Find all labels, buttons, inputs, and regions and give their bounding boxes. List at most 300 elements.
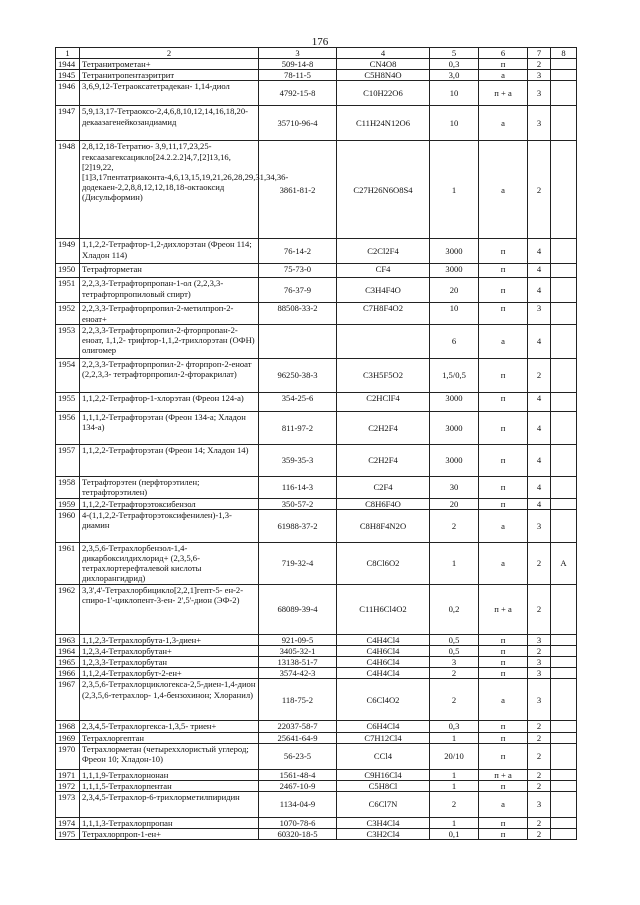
row-number-cell: 1960 bbox=[56, 509, 80, 542]
row-number-cell: 1969 bbox=[56, 732, 80, 743]
note-cell bbox=[551, 358, 577, 392]
formula-cell: C6Cl7N bbox=[337, 791, 430, 817]
substance-name-cell: 2,8,12,18-Тетратио- 3,9,11,17,23,25-гексаазагексацикло[24.2.2.2]4,7,[2]13,16, [2]19,22,[1]3,17пентатриаконта-4,6,13,15,19,21,26,28,29,31,34,36-додекаен-2,2,8,8,12,12,18,18-октаоксид (Дисульформин) bbox=[80, 141, 259, 239]
state-cell: а bbox=[479, 509, 528, 542]
table-row bbox=[56, 239, 577, 264]
note-cell bbox=[551, 780, 577, 791]
state-cell: п bbox=[479, 444, 528, 476]
table-header-row bbox=[56, 48, 577, 59]
note-cell bbox=[551, 278, 577, 303]
row-number-cell: 1975 bbox=[56, 829, 80, 840]
value-cell: 1 bbox=[430, 732, 479, 743]
page-number: 176 bbox=[311, 36, 329, 48]
row-number-cell: 1965 bbox=[56, 657, 80, 668]
table-row bbox=[56, 721, 577, 732]
note-cell bbox=[551, 657, 577, 668]
cas-number-cell: 509-14-8 bbox=[259, 59, 337, 70]
substance-name-cell: 3,6,9,12-Тетраоксатетрадекан- 1,14-диол bbox=[80, 81, 259, 106]
class-cell: 2 bbox=[528, 817, 551, 828]
state-cell: п bbox=[479, 829, 528, 840]
value-cell: 1 bbox=[430, 769, 479, 780]
state-cell: п bbox=[479, 239, 528, 264]
table-row bbox=[56, 476, 577, 498]
formula-cell: C2H2F4 bbox=[337, 444, 430, 476]
cas-number-cell: 1134-04-9 bbox=[259, 791, 337, 817]
class-cell: 2 bbox=[528, 584, 551, 634]
row-number-cell: 1947 bbox=[56, 106, 80, 141]
substance-name-cell: 1,1,2,4-Тетрахлорбут-2-ен+ bbox=[80, 668, 259, 679]
substance-name-cell: Тетрафторэтен (перфторэтилен; тетрафторэтилен) bbox=[80, 476, 259, 498]
value-cell: 1,5/0,5 bbox=[430, 358, 479, 392]
class-cell: 3 bbox=[528, 634, 551, 645]
cas-number-cell: 1070-78-6 bbox=[259, 817, 337, 828]
table-row bbox=[56, 634, 577, 645]
value-cell: 3000 bbox=[430, 411, 479, 444]
table-row bbox=[56, 303, 577, 324]
note-cell bbox=[551, 70, 577, 81]
class-cell: 2 bbox=[528, 141, 551, 239]
formula-cell: C8H8F4N2O bbox=[337, 509, 430, 542]
note-cell bbox=[551, 829, 577, 840]
value-cell: 3000 bbox=[430, 392, 479, 411]
column-header: 5 bbox=[430, 48, 479, 59]
state-cell: а bbox=[479, 679, 528, 721]
state-cell: а bbox=[479, 791, 528, 817]
state-cell: п bbox=[479, 358, 528, 392]
formula-cell: CCl4 bbox=[337, 743, 430, 769]
formula-cell: CN4O8 bbox=[337, 59, 430, 70]
note-cell bbox=[551, 721, 577, 732]
formula-cell: C11H24N12O6 bbox=[337, 106, 430, 141]
row-number-cell: 1966 bbox=[56, 668, 80, 679]
cas-number-cell: 921-09-5 bbox=[259, 634, 337, 645]
table-row bbox=[56, 817, 577, 828]
state-cell: а bbox=[479, 141, 528, 239]
class-cell: 3 bbox=[528, 668, 551, 679]
class-cell: 3 bbox=[528, 791, 551, 817]
substance-name-cell: 2,3,4,5-Тетрахлор-6-трихлорметилпиридин bbox=[80, 791, 259, 817]
note-cell bbox=[551, 743, 577, 769]
table-row bbox=[56, 392, 577, 411]
value-cell: 2 bbox=[430, 668, 479, 679]
formula-cell: C5H8N4O bbox=[337, 70, 430, 81]
row-number-cell: 1958 bbox=[56, 476, 80, 498]
cas-number-cell bbox=[259, 324, 337, 358]
substance-name-cell: Тетрахлоргептан bbox=[80, 732, 259, 743]
value-cell: 20 bbox=[430, 498, 479, 509]
state-cell: п bbox=[479, 59, 528, 70]
column-header: 4 bbox=[337, 48, 430, 59]
value-cell: 30 bbox=[430, 476, 479, 498]
row-number-cell: 1964 bbox=[56, 645, 80, 656]
row-number-cell: 1946 bbox=[56, 81, 80, 106]
substance-name-cell: 1,1,2,2-Тетрафторэтан (Фреон 14; Хладон 14) bbox=[80, 444, 259, 476]
value-cell: 2 bbox=[430, 791, 479, 817]
substance-name-cell: 3,3',4'-Тетрахлорбицикло[2,2,1]гепт-5- ен-2-спиро-1'-циклопент-3-ен- 2',5'-дион (ЭФ-2) bbox=[80, 584, 259, 634]
table-row bbox=[56, 542, 577, 584]
state-cell: п bbox=[479, 411, 528, 444]
table-body bbox=[56, 48, 577, 840]
value-cell: 0,5 bbox=[430, 634, 479, 645]
note-cell bbox=[551, 444, 577, 476]
class-cell: 4 bbox=[528, 444, 551, 476]
state-cell: а bbox=[479, 324, 528, 358]
table-row bbox=[56, 732, 577, 743]
formula-cell bbox=[337, 324, 430, 358]
formula-cell: C11H6Cl4O2 bbox=[337, 584, 430, 634]
substance-name-cell: Тетрахлорметан (четыреххлористый углерод; Фреон 10; Хладон-10) bbox=[80, 743, 259, 769]
note-cell bbox=[551, 59, 577, 70]
cas-number-cell: 3574-42-3 bbox=[259, 668, 337, 679]
class-cell: 2 bbox=[528, 732, 551, 743]
cas-number-cell: 96250-38-3 bbox=[259, 358, 337, 392]
note-cell: А bbox=[551, 542, 577, 584]
class-cell: 2 bbox=[528, 721, 551, 732]
row-number-cell: 1951 bbox=[56, 278, 80, 303]
value-cell: 20/10 bbox=[430, 743, 479, 769]
cas-number-cell: 76-14-2 bbox=[259, 239, 337, 264]
formula-cell: C6Cl4O2 bbox=[337, 679, 430, 721]
class-cell: 3 bbox=[528, 303, 551, 324]
value-cell: 1 bbox=[430, 141, 479, 239]
note-cell bbox=[551, 732, 577, 743]
substance-name-cell: 2,2,3,3-Тетрафторпропил-2- фторпроп-2-еноат (2,2,3,3- тетрафторпропил-2-фторакрилат) bbox=[80, 358, 259, 392]
substance-name-cell: 1,1,2,2-Тетрафтор-1-хлорэтан (Фреон 124-а) bbox=[80, 392, 259, 411]
table-row bbox=[56, 324, 577, 358]
formula-cell: C2H2F4 bbox=[337, 411, 430, 444]
value-cell: 0,5 bbox=[430, 645, 479, 656]
cas-number-cell: 13138-51-7 bbox=[259, 657, 337, 668]
table-row bbox=[56, 264, 577, 278]
note-cell bbox=[551, 584, 577, 634]
row-number-cell: 1944 bbox=[56, 59, 80, 70]
row-number-cell: 1950 bbox=[56, 264, 80, 278]
substance-name-cell: 1,1,2,2-Тетрафтор-1,2-дихлорэтан (Фреон 114; Хладон 114) bbox=[80, 239, 259, 264]
cas-number-cell: 78-11-5 bbox=[259, 70, 337, 81]
substance-name-cell: 1,1,1,3-Тетрахлорпропан bbox=[80, 817, 259, 828]
class-cell: 3 bbox=[528, 81, 551, 106]
state-cell: п + а bbox=[479, 769, 528, 780]
formula-cell: C3H2Cl4 bbox=[337, 829, 430, 840]
row-number-cell: 1974 bbox=[56, 817, 80, 828]
class-cell: 4 bbox=[528, 278, 551, 303]
formula-cell: C27H26N6O8S4 bbox=[337, 141, 430, 239]
value-cell: 6 bbox=[430, 324, 479, 358]
class-cell: 3 bbox=[528, 106, 551, 141]
state-cell: п bbox=[479, 721, 528, 732]
value-cell: 3,0 bbox=[430, 70, 479, 81]
table-row bbox=[56, 411, 577, 444]
substance-name-cell: 1,2,3,3-Тетрахлорбутан bbox=[80, 657, 259, 668]
class-cell: 4 bbox=[528, 324, 551, 358]
note-cell bbox=[551, 645, 577, 656]
table-row bbox=[56, 668, 577, 679]
column-header: 1 bbox=[56, 48, 80, 59]
substance-name-cell: 2,2,3,3-Тетрафторпропан-1-ол (2,2,3,3-тетрафторпропиловый спирт) bbox=[80, 278, 259, 303]
note-cell bbox=[551, 509, 577, 542]
class-cell: 4 bbox=[528, 239, 551, 264]
class-cell: 3 bbox=[528, 509, 551, 542]
state-cell: п + а bbox=[479, 584, 528, 634]
value-cell: 0,1 bbox=[430, 829, 479, 840]
state-cell: п bbox=[479, 392, 528, 411]
state-cell: п bbox=[479, 498, 528, 509]
substance-name-cell: 1,1,1,9-Тетрахлорнонан bbox=[80, 769, 259, 780]
substance-name-cell: 2,2,3,3-Тетрафторпропил-2-фторпропан-2-еноат, 1,1,2- трифтор-1,1,2-трихлорэтан (ОФН) олигомер bbox=[80, 324, 259, 358]
row-number-cell: 1961 bbox=[56, 542, 80, 584]
table-row bbox=[56, 70, 577, 81]
cas-number-cell: 2467-10-9 bbox=[259, 780, 337, 791]
substance-name-cell: 2,3,5,6-Тетрахлорбензол-1,4-дикарбоксилдихлорид+ (2,3,5,6-тетрахлортерефталевой кислоты дихлорангидрид) bbox=[80, 542, 259, 584]
table-row bbox=[56, 769, 577, 780]
value-cell: 0,3 bbox=[430, 59, 479, 70]
formula-cell: C7H12Cl4 bbox=[337, 732, 430, 743]
class-cell: 4 bbox=[528, 392, 551, 411]
class-cell: 2 bbox=[528, 780, 551, 791]
table-row bbox=[56, 743, 577, 769]
substance-name-cell: Тетрахлорпроп-1-ен+ bbox=[80, 829, 259, 840]
formula-cell: C3H4Cl4 bbox=[337, 817, 430, 828]
row-number-cell: 1956 bbox=[56, 411, 80, 444]
row-number-cell: 1963 bbox=[56, 634, 80, 645]
cas-number-cell: 61988-37-2 bbox=[259, 509, 337, 542]
note-cell bbox=[551, 791, 577, 817]
table-row bbox=[56, 791, 577, 817]
state-cell: а bbox=[479, 106, 528, 141]
cas-number-cell: 60320-18-5 bbox=[259, 829, 337, 840]
table-row bbox=[56, 141, 577, 239]
class-cell: 2 bbox=[528, 769, 551, 780]
substance-name-cell: Тетранитрометан+ bbox=[80, 59, 259, 70]
note-cell bbox=[551, 324, 577, 358]
class-cell: 2 bbox=[528, 59, 551, 70]
class-cell: 2 bbox=[528, 542, 551, 584]
row-number-cell: 1962 bbox=[56, 584, 80, 634]
note-cell bbox=[551, 141, 577, 239]
value-cell: 1 bbox=[430, 817, 479, 828]
note-cell bbox=[551, 817, 577, 828]
row-number-cell: 1954 bbox=[56, 358, 80, 392]
row-number-cell: 1949 bbox=[56, 239, 80, 264]
substance-name-cell: 4-(1,1,2,2-Тетрафторэтоксифенилен)-1,3-диамин bbox=[80, 509, 259, 542]
cas-number-cell: 3861-81-2 bbox=[259, 141, 337, 239]
table-row bbox=[56, 358, 577, 392]
cas-number-cell: 4792-15-8 bbox=[259, 81, 337, 106]
formula-cell: C2F4 bbox=[337, 476, 430, 498]
value-cell: 3 bbox=[430, 657, 479, 668]
substance-name-cell: 1,1,2,3-Тетрахлорбута-1,3-диен+ bbox=[80, 634, 259, 645]
column-header: 2 bbox=[80, 48, 259, 59]
row-number-cell: 1959 bbox=[56, 498, 80, 509]
column-header: 6 bbox=[479, 48, 528, 59]
substance-name-cell: 5,9,13,17-Тетраоксо-2,4,6,8,10,12,14,16,18,20-декаазагенейкозандиамид bbox=[80, 106, 259, 141]
table-row bbox=[56, 81, 577, 106]
formula-cell: C4H4Cl4 bbox=[337, 634, 430, 645]
column-header: 3 bbox=[259, 48, 337, 59]
value-cell: 3000 bbox=[430, 264, 479, 278]
cas-number-cell: 350-57-2 bbox=[259, 498, 337, 509]
state-cell: п bbox=[479, 278, 528, 303]
class-cell: 3 bbox=[528, 679, 551, 721]
formula-cell: C7H8F4O2 bbox=[337, 303, 430, 324]
state-cell: п bbox=[479, 657, 528, 668]
formula-cell: C9H16Cl4 bbox=[337, 769, 430, 780]
row-number-cell: 1973 bbox=[56, 791, 80, 817]
note-cell bbox=[551, 81, 577, 106]
formula-cell: CF4 bbox=[337, 264, 430, 278]
class-cell: 4 bbox=[528, 476, 551, 498]
table-row bbox=[56, 444, 577, 476]
cas-number-cell: 118-75-2 bbox=[259, 679, 337, 721]
note-cell bbox=[551, 411, 577, 444]
state-cell: п + а bbox=[479, 81, 528, 106]
row-number-cell: 1953 bbox=[56, 324, 80, 358]
cas-number-cell: 56-23-5 bbox=[259, 743, 337, 769]
table-row bbox=[56, 657, 577, 668]
state-cell: а bbox=[479, 542, 528, 584]
class-cell: 2 bbox=[528, 829, 551, 840]
value-cell: 3000 bbox=[430, 444, 479, 476]
table-row bbox=[56, 278, 577, 303]
row-number-cell: 1967 bbox=[56, 679, 80, 721]
cas-number-cell: 76-37-9 bbox=[259, 278, 337, 303]
formula-cell: C4H4Cl4 bbox=[337, 668, 430, 679]
value-cell: 10 bbox=[430, 106, 479, 141]
note-cell bbox=[551, 239, 577, 264]
class-cell: 4 bbox=[528, 264, 551, 278]
column-header: 8 bbox=[551, 48, 577, 59]
row-number-cell: 1971 bbox=[56, 769, 80, 780]
state-cell: п bbox=[479, 743, 528, 769]
row-number-cell: 1955 bbox=[56, 392, 80, 411]
cas-number-cell: 719-32-4 bbox=[259, 542, 337, 584]
formula-cell: C4H6Cl4 bbox=[337, 645, 430, 656]
substance-name-cell: Тетрафторметан bbox=[80, 264, 259, 278]
value-cell: 0,2 bbox=[430, 584, 479, 634]
formula-cell: C6H4Cl4 bbox=[337, 721, 430, 732]
table-row bbox=[56, 645, 577, 656]
row-number-cell: 1957 bbox=[56, 444, 80, 476]
state-cell: а bbox=[479, 70, 528, 81]
substance-name-cell: 2,3,4,5-Тетрахлоргекса-1,3,5- триен+ bbox=[80, 721, 259, 732]
cas-number-cell: 359-35-3 bbox=[259, 444, 337, 476]
state-cell: п bbox=[479, 303, 528, 324]
formula-cell: C2Cl2F4 bbox=[337, 239, 430, 264]
table-row bbox=[56, 106, 577, 141]
cas-number-cell: 811-97-2 bbox=[259, 411, 337, 444]
formula-cell: C8Cl6O2 bbox=[337, 542, 430, 584]
cas-number-cell: 25641-64-9 bbox=[259, 732, 337, 743]
state-cell: п bbox=[479, 780, 528, 791]
note-cell bbox=[551, 634, 577, 645]
note-cell bbox=[551, 392, 577, 411]
cas-number-cell: 68089-39-4 bbox=[259, 584, 337, 634]
note-cell bbox=[551, 769, 577, 780]
cas-number-cell: 88508-33-2 bbox=[259, 303, 337, 324]
value-cell: 10 bbox=[430, 303, 479, 324]
value-cell: 2 bbox=[430, 509, 479, 542]
state-cell: п bbox=[479, 732, 528, 743]
formula-cell: C8H6F4O bbox=[337, 498, 430, 509]
substance-name-cell: 1,1,2,2-Тетрафторэтоксибензол bbox=[80, 498, 259, 509]
substance-table bbox=[55, 47, 577, 840]
state-cell: п bbox=[479, 264, 528, 278]
state-cell: п bbox=[479, 634, 528, 645]
class-cell: 2 bbox=[528, 645, 551, 656]
substance-name-cell: 2,2,3,3-Тетрафторпропил-2-метилпроп-2-еноат+ bbox=[80, 303, 259, 324]
cas-number-cell: 116-14-3 bbox=[259, 476, 337, 498]
formula-cell: C10H22O6 bbox=[337, 81, 430, 106]
note-cell bbox=[551, 668, 577, 679]
table-row bbox=[56, 679, 577, 721]
note-cell bbox=[551, 679, 577, 721]
row-number-cell: 1948 bbox=[56, 141, 80, 239]
value-cell: 20 bbox=[430, 278, 479, 303]
substance-name-cell: 1,1,1,2-Тетрафторэтан (Фреон 134-а; Хладон 134-а) bbox=[80, 411, 259, 444]
substance-name-cell: 2,3,5,6-Тетрахлорциклогекса-2,5-диен-1,4-дион (2,3,5,6-тетрахлор- 1,4-бензохинон; Хлоранил) bbox=[80, 679, 259, 721]
state-cell: п bbox=[479, 645, 528, 656]
column-header: 7 bbox=[528, 48, 551, 59]
class-cell: 2 bbox=[528, 358, 551, 392]
formula-cell: C4H6Cl4 bbox=[337, 657, 430, 668]
value-cell: 2 bbox=[430, 679, 479, 721]
substance-name-cell: 1,1,1,5-Тетрахлорпентан bbox=[80, 780, 259, 791]
row-number-cell: 1945 bbox=[56, 70, 80, 81]
cas-number-cell: 354-25-6 bbox=[259, 392, 337, 411]
table-row bbox=[56, 584, 577, 634]
class-cell: 2 bbox=[528, 743, 551, 769]
value-cell: 3000 bbox=[430, 239, 479, 264]
note-cell bbox=[551, 476, 577, 498]
cas-number-cell: 3405-32-1 bbox=[259, 645, 337, 656]
value-cell: 1 bbox=[430, 780, 479, 791]
cas-number-cell: 75-73-0 bbox=[259, 264, 337, 278]
table-row bbox=[56, 829, 577, 840]
cas-number-cell: 35710-96-4 bbox=[259, 106, 337, 141]
note-cell bbox=[551, 264, 577, 278]
class-cell: 3 bbox=[528, 70, 551, 81]
state-cell: п bbox=[479, 476, 528, 498]
class-cell: 3 bbox=[528, 657, 551, 668]
formula-cell: C5H8Cl bbox=[337, 780, 430, 791]
cas-number-cell: 1561-48-4 bbox=[259, 769, 337, 780]
state-cell: п bbox=[479, 817, 528, 828]
class-cell: 4 bbox=[528, 411, 551, 444]
row-number-cell: 1968 bbox=[56, 721, 80, 732]
table-row bbox=[56, 498, 577, 509]
class-cell: 4 bbox=[528, 498, 551, 509]
note-cell bbox=[551, 106, 577, 141]
substance-name-cell: 1,2,3,4-Тетрахлорбутан+ bbox=[80, 645, 259, 656]
formula-cell: C3H5F5O2 bbox=[337, 358, 430, 392]
note-cell bbox=[551, 303, 577, 324]
substance-name-cell: Тетранитропентаэритрит bbox=[80, 70, 259, 81]
state-cell: п bbox=[479, 668, 528, 679]
table-row bbox=[56, 59, 577, 70]
formula-cell: C2HClF4 bbox=[337, 392, 430, 411]
row-number-cell: 1952 bbox=[56, 303, 80, 324]
row-number-cell: 1970 bbox=[56, 743, 80, 769]
cas-number-cell: 22037-58-7 bbox=[259, 721, 337, 732]
formula-cell: C3H4F4O bbox=[337, 278, 430, 303]
value-cell: 0,3 bbox=[430, 721, 479, 732]
note-cell bbox=[551, 498, 577, 509]
table-row bbox=[56, 509, 577, 542]
row-number-cell: 1972 bbox=[56, 780, 80, 791]
table-row bbox=[56, 780, 577, 791]
value-cell: 1 bbox=[430, 542, 479, 584]
value-cell: 10 bbox=[430, 81, 479, 106]
